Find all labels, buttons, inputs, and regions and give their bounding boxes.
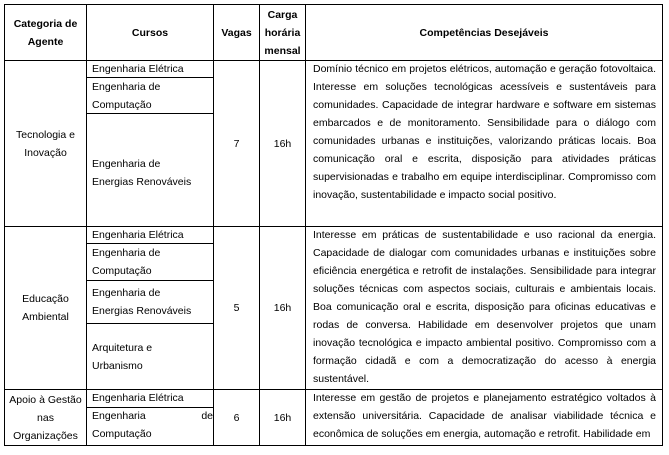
header-courses: Cursos — [131, 26, 169, 39]
workload-cell: 16h — [273, 137, 292, 150]
table-border-bottom — [4, 445, 663, 446]
course-word: de — [201, 410, 213, 422]
course-line: Computação — [92, 428, 152, 440]
course-cell — [87, 407, 213, 445]
course-cell: Engenharia Elétrica — [92, 62, 184, 75]
header-vacancies: Vagas — [221, 26, 252, 39]
category-cell: Apoio à Gestão nas Organizações — [9, 393, 82, 442]
vacancies-cell: 7 — [233, 137, 240, 150]
course-cell: Arquitetura e Urbanismo — [92, 341, 153, 372]
course-cell: Engenharia de Energias Renováveis — [92, 158, 192, 188]
category-cell: Educação Ambiental — [22, 293, 69, 323]
table-border-right — [662, 4, 663, 446]
course-line — [92, 407, 219, 425]
vacancies-cell: 6 — [233, 411, 240, 424]
workload-cell: 16h — [273, 302, 292, 314]
category-cell: Tecnologia e Inovação — [16, 128, 75, 159]
course-cell: Engenharia Elétrica — [92, 228, 184, 241]
course-cell: Engenharia de Energias Renováveis — [92, 287, 192, 317]
course-cell: Engenharia de Computação — [92, 80, 161, 111]
course-cell: Engenharia de Computação — [92, 247, 161, 277]
header-category: Categoria de Agente — [13, 17, 78, 48]
course-word: Engenharia — [92, 410, 146, 422]
competencies-cell: Domínio técnico em projetos elétricos, automação e geração fotovoltaica. Interesse em soluções tecnológicas acessíveis e sustentáveis para comunidades. Capacidade de integrar hardware e software em sistemas embarcados e de monitoramento. Sensibilidade para o diálogo com comunidades urbanas e instituições, valorizando práticas locais. Boa comunicação oral e escrita, disposição para atividades práticas supervisionadas e trabalho em equipe interdisciplinar. Compromisso com inovação, sustentabilidade e impacto social positivo. — [313, 63, 656, 201]
competencies-table — [4, 4, 663, 446]
competencies-cell: Interesse em gestão de projetos e planejamento estratégico voltados à extensão universitária. Capacidade de analisar viabilidade técnica e econômica de soluções em energia, automação e retrofit. Habilidade em — [313, 392, 656, 440]
header-workload: Carga horária mensal — [264, 8, 301, 57]
workload-cell: 16h — [273, 411, 292, 424]
course-cell: Engenharia Elétrica — [92, 392, 184, 404]
header-competencies: Competências Desejáveis — [419, 26, 549, 39]
competencies-cell: Interesse em práticas de sustentabilidade e uso racional da energia. Capacidade de dialogar com comunidades urbanas e instituições sobre eficiência energética e retrofit de instalações. Sensibilidade para integrar soluções técnicas com aspectos sociais, culturais e ambientais locais. Boa comunicação oral e escrita, disposição para oficinas educativas e rodas de conversa. Habilidade em desenvolver projetos que unam inovação tecnológica e impacto ambiental positivo. Compromisso com a formação cidadã e com a democratização do acesso à energia sustentável. — [313, 229, 656, 385]
vacancies-cell: 5 — [233, 302, 240, 314]
